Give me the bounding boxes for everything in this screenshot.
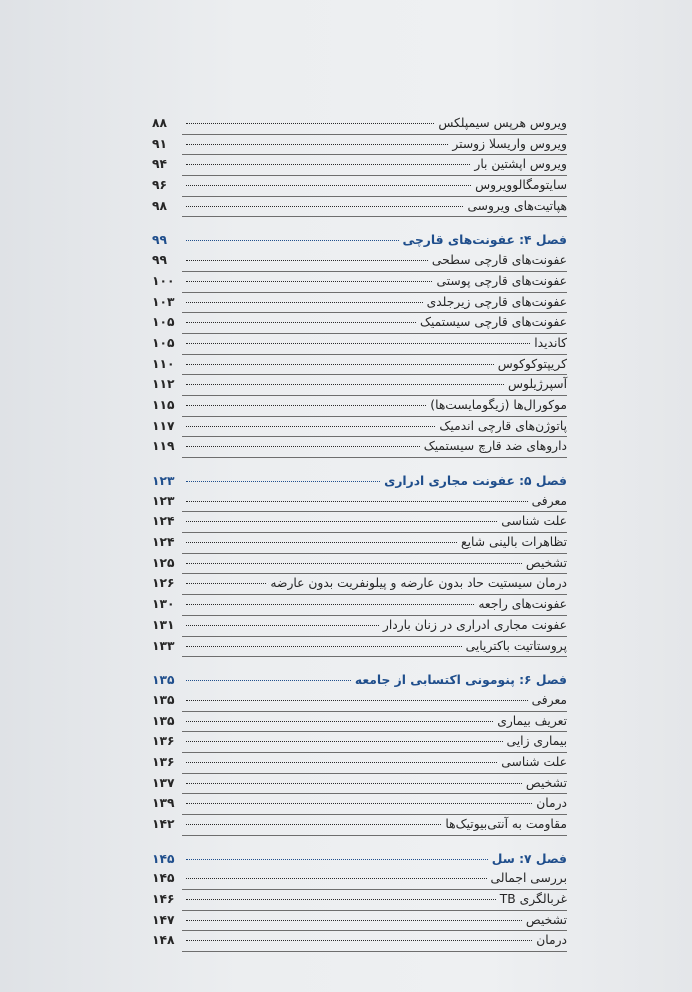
toc-entry	[152, 334, 567, 354]
toc-entry	[152, 794, 567, 814]
chapter-title: فصل ۴: عفونت‌های قارچی	[402, 233, 567, 248]
toc-entry	[152, 815, 567, 835]
entry-title: عفونت‌های قارچی سیستمیک	[419, 315, 567, 330]
toc-entry	[152, 869, 567, 889]
toc-entry	[152, 691, 567, 711]
toc-entry	[152, 197, 567, 217]
entry-rule	[182, 656, 567, 657]
dot-leader	[186, 281, 432, 282]
page-number: ۱۲۴	[152, 514, 175, 529]
page-number: ۱۳۹	[152, 796, 175, 811]
dot-leader	[186, 521, 497, 522]
page-number: ۱۴۷	[152, 912, 175, 927]
entry-title: درمان	[536, 796, 567, 811]
entry-title: تعریف بیماری	[497, 713, 567, 728]
dot-leader	[186, 646, 462, 647]
page-number: ۱۳۵	[152, 692, 175, 707]
toc-entry	[152, 533, 567, 553]
entry-title: درمان	[536, 933, 567, 948]
page-number: ۱۱۲	[152, 377, 175, 392]
chapter-heading	[152, 472, 567, 492]
entry-title: تظاهرات بالینی شایع	[461, 535, 567, 550]
page-number: ۹۴	[152, 157, 168, 172]
toc-entry	[152, 293, 567, 313]
entry-title: عفونت‌های قارچی سطحی	[431, 253, 567, 268]
entry-title: عفونت‌های راجعه	[478, 597, 567, 612]
toc-entry	[152, 774, 567, 794]
toc-entry	[152, 931, 567, 951]
page-number: ۱۲۵	[152, 555, 175, 570]
table-of-contents	[152, 114, 567, 966]
toc-entry	[152, 417, 567, 437]
dot-leader	[186, 762, 497, 763]
page-number: ۱۴۵	[152, 871, 175, 886]
dot-leader	[186, 364, 494, 365]
page-number: ۱۳۰	[152, 597, 175, 612]
dot-leader	[186, 322, 416, 323]
entry-title: سایتومگالوویروس	[475, 178, 567, 193]
page-number: ۱۳۵	[152, 673, 175, 688]
page-number: ۱۱۷	[152, 418, 175, 433]
entry-title: معرفی	[531, 493, 567, 508]
entry-title: ویروس اپشتین بار	[474, 157, 567, 172]
toc-entry	[152, 396, 567, 416]
page-number: ۱۳۳	[152, 638, 175, 653]
page-number: ۱۳۶	[152, 734, 175, 749]
dot-leader	[186, 481, 380, 482]
page-number: ۱۳۶	[152, 754, 175, 769]
entry-title: تشخیص	[525, 775, 567, 790]
dot-leader	[186, 878, 487, 879]
entry-rule	[182, 951, 567, 952]
toc-section	[152, 671, 567, 836]
toc-entry	[152, 890, 567, 910]
entry-title: بیماری زایی	[506, 734, 567, 749]
page-number: ۱۰۳	[152, 294, 175, 309]
toc-entry	[152, 637, 567, 657]
toc-entry	[152, 492, 567, 512]
dot-leader	[186, 583, 266, 584]
chapter-title: فصل ۵: عفونت مجاری ادراری	[384, 474, 567, 488]
page-number: ۱۴۸	[152, 933, 175, 948]
entry-rule	[182, 216, 567, 217]
page-number: ۹۹	[152, 253, 168, 268]
chapter-title: فصل ۶: پنومونی اکتسابی از جامعه	[354, 673, 567, 688]
entry-title: پاتوژن‌های قارچی اندمیک	[439, 418, 567, 433]
toc-entry	[152, 155, 567, 175]
chapter-heading	[152, 231, 567, 251]
page-number: ۹۱	[152, 136, 168, 151]
dot-leader	[186, 700, 528, 701]
page-number: ۱۳۷	[152, 775, 175, 790]
entry-title: علت شناسی	[501, 754, 567, 769]
toc-entry	[152, 272, 567, 292]
page-number: ۱۰۵	[152, 315, 175, 330]
toc-entry	[152, 753, 567, 773]
page-number: ۱۲۳	[152, 493, 175, 508]
toc-entry	[152, 712, 567, 732]
entry-title: کاندیدا	[534, 335, 567, 350]
chapter-title: فصل ۷: سل	[491, 851, 567, 866]
page-number: ۱۲۳	[152, 474, 175, 488]
entry-title: موکورال‌ها (زیگومایست‌ها)	[430, 397, 567, 412]
page-number: ۹۶	[152, 178, 168, 193]
dot-leader	[186, 625, 379, 626]
dot-leader	[186, 680, 351, 681]
page-number: ۱۱۰	[152, 356, 175, 371]
toc-entry	[152, 251, 567, 271]
dot-leader	[186, 384, 504, 385]
dot-leader	[186, 164, 470, 165]
dot-leader	[186, 405, 426, 406]
dot-leader	[186, 123, 434, 124]
toc-entry	[152, 732, 567, 752]
dot-leader	[186, 563, 522, 564]
entry-title: عفونت مجاری ادراری در زنان باردار	[382, 617, 567, 632]
entry-title: آسپرژیلوس	[507, 377, 567, 392]
page-number: ۹۸	[152, 198, 168, 213]
entry-title: کریپتوکوکوس	[497, 356, 567, 371]
toc-entry	[152, 355, 567, 375]
page-number: ۹۹	[152, 233, 168, 248]
entry-title: تشخیص	[525, 912, 567, 927]
page-number: ۱۳۱	[152, 617, 175, 632]
toc-entry	[152, 512, 567, 532]
dot-leader	[186, 302, 423, 303]
dot-leader	[186, 426, 435, 427]
dot-leader	[186, 940, 532, 941]
entry-title: معرفی	[531, 692, 567, 707]
chapter-heading	[152, 671, 567, 691]
entry-title: عفونت‌های قارچی پوستی	[436, 273, 567, 288]
dot-leader	[186, 144, 448, 145]
page-number: ۱۲۴	[152, 535, 175, 550]
dot-leader	[186, 501, 528, 502]
entry-title: داروهای ضد قارچ سیستمیک	[423, 439, 567, 454]
dot-leader	[186, 542, 457, 543]
toc-section	[152, 114, 567, 217]
entry-title: بررسی اجمالی	[490, 871, 567, 886]
page-number: ۱۴۶	[152, 892, 175, 907]
dot-leader	[186, 185, 471, 186]
dot-leader	[186, 803, 532, 804]
dot-leader	[186, 240, 399, 241]
entry-title: عفونت‌های قارچی زیرجلدی	[426, 294, 567, 309]
dot-leader	[186, 859, 488, 860]
page-number: ۱۳۵	[152, 713, 175, 728]
toc-entry	[152, 911, 567, 931]
chapter-heading	[152, 850, 567, 870]
dot-leader	[186, 783, 522, 784]
page-number: ۱۲۶	[152, 576, 175, 591]
toc-section	[152, 850, 567, 952]
dot-leader	[186, 206, 463, 207]
entry-title: علت شناسی	[501, 514, 567, 529]
dot-leader	[186, 920, 522, 921]
toc-entry	[152, 135, 567, 155]
toc-entry	[152, 114, 567, 134]
entry-title: پروستاتیت باکتریایی	[465, 638, 567, 653]
dot-leader	[186, 343, 530, 344]
entry-title: ویروس واریسلا زوستر	[452, 136, 567, 151]
dot-leader	[186, 604, 474, 605]
toc-entry	[152, 595, 567, 615]
dot-leader	[186, 824, 441, 825]
page-number: ۱۱۵	[152, 397, 175, 412]
toc-entry	[152, 375, 567, 395]
dot-leader	[186, 721, 493, 722]
entry-title: ویروس هرپس سیمپلکس	[438, 116, 567, 130]
page-number: ۱۱۹	[152, 439, 175, 454]
dot-leader	[186, 899, 496, 900]
toc-entry	[152, 313, 567, 333]
page-number: ۸۸	[152, 116, 168, 130]
page-number: ۱۴۲	[152, 817, 175, 831]
entry-title: غربالگری TB	[499, 892, 567, 907]
toc-section	[152, 231, 567, 458]
entry-rule	[182, 457, 567, 458]
toc-entry	[152, 574, 567, 594]
toc-section	[152, 472, 567, 657]
toc-entry	[152, 437, 567, 457]
page-number: ۱۴۵	[152, 851, 175, 866]
entry-title: تشخیص	[525, 555, 567, 570]
dot-leader	[186, 260, 428, 261]
toc-entry	[152, 176, 567, 196]
entry-rule	[182, 835, 567, 836]
page-number: ۱۰۰	[152, 273, 175, 288]
dot-leader	[186, 741, 503, 742]
dot-leader	[186, 446, 420, 447]
entry-title: درمان سیستیت حاد بدون عارضه و پیلونفریت بدون عارضه	[270, 576, 567, 591]
entry-title: هپاتیت‌های ویروسی	[467, 198, 567, 213]
page-number: ۱۰۵	[152, 335, 175, 350]
toc-entry	[152, 616, 567, 636]
toc-entry	[152, 554, 567, 574]
entry-title: مقاومت به آنتی‌بیوتیک‌ها	[445, 817, 567, 831]
